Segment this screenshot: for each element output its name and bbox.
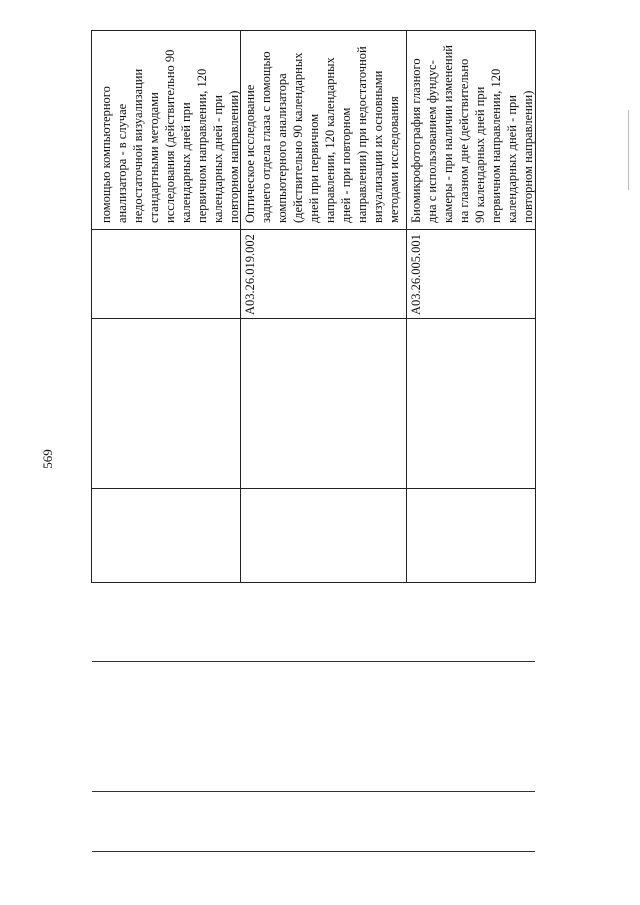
- column-divider: [92, 229, 535, 230]
- column-divider: [92, 488, 535, 489]
- page-number: 569: [39, 449, 55, 469]
- footer-rule: [92, 851, 535, 852]
- procedure-description: Оптическое исследование заднего отдела глаза с помощью компьютерного анализатора (действительно 90 календарных дней при первичном направлении, 120 календарных дней - при повторном направлении) при недостаточной визуализации их основными методами исследования: [243, 46, 401, 223]
- procedure-description: помощью компьютерного анализатора - в случае недостаточной визуализации стандартными методами исследования (действительно 90 календарных дней при первичном направлении, 120 календарных дней - при повторном направлении): [99, 49, 241, 223]
- column-divider: [92, 318, 535, 319]
- procedure-code: A03.26.019.002: [243, 234, 257, 315]
- row-divider: [406, 31, 407, 582]
- edge-mark: [628, 110, 629, 190]
- footer-rule: [92, 791, 535, 792]
- procedure-description: Биомикрофотография глазного дна с использованием фундус- камеры - при наличии изменений на глазном дне (действительно 90 календарных дней при первичном направлении, 120 календарных дней - при повторном направлении): [409, 45, 535, 223]
- table: [91, 30, 536, 583]
- footer-rule: [92, 661, 535, 662]
- procedure-code: A03.26.005.001: [409, 234, 423, 315]
